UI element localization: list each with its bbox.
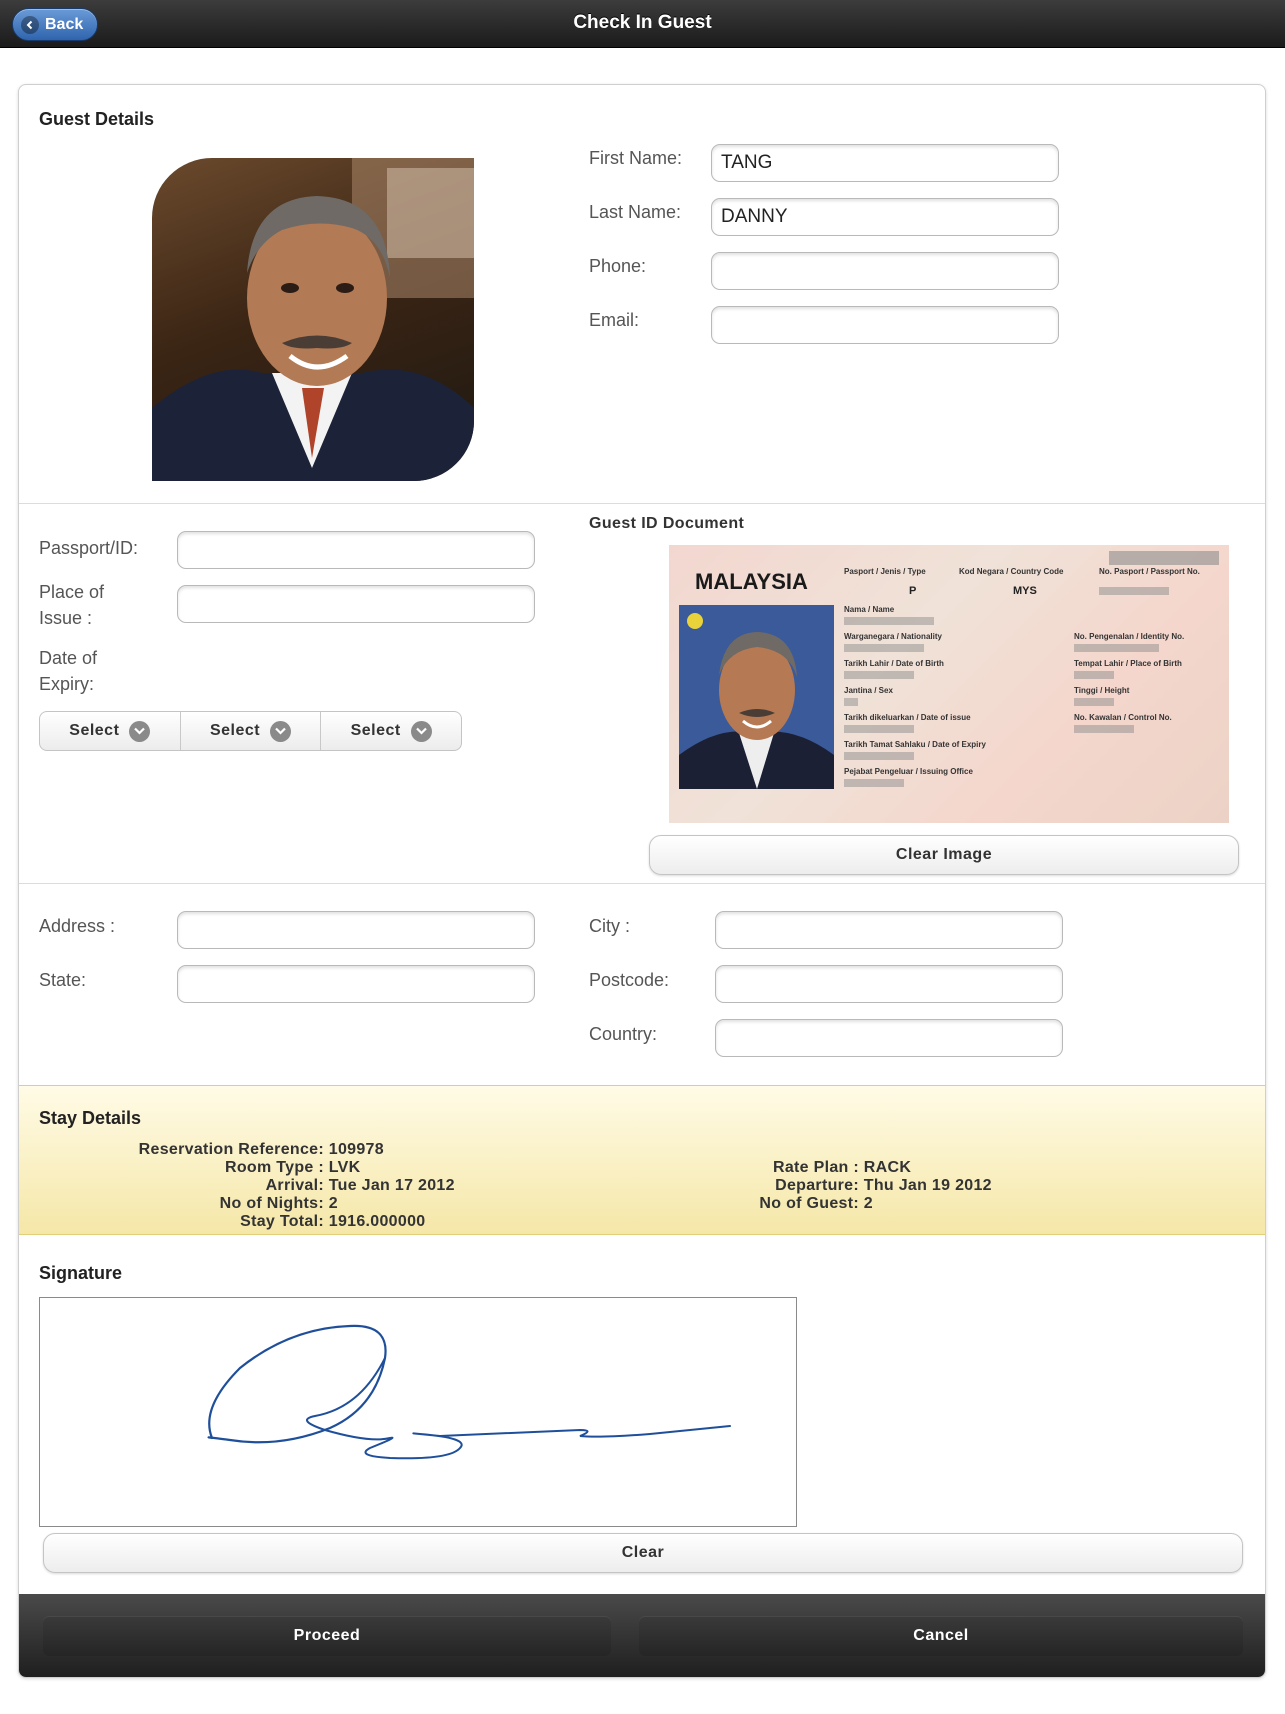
redacted-block	[1074, 671, 1114, 679]
divider	[19, 883, 1266, 884]
arrival-value: Tue Jan 17 2012	[328, 1177, 455, 1194]
arrival-label: Arrival:	[265, 1177, 324, 1194]
stay-details-title: Stay Details	[39, 1108, 142, 1128]
nights-value: 2	[328, 1195, 338, 1212]
back-label: Back	[45, 15, 84, 33]
date-of-expiry-label-line2: Expiry:	[39, 674, 95, 694]
date-of-expiry-label	[39, 645, 97, 697]
reservation-reference-label: Reservation Reference:	[138, 1141, 324, 1158]
passport-control-label: No. Kawalan / Control No.	[1074, 713, 1172, 722]
passport-issue-label: Tarikh dikeluarkan / Date of issue	[844, 713, 971, 722]
footer-bar	[19, 1594, 1266, 1678]
place-of-issue-field[interactable]	[177, 585, 535, 623]
divider	[19, 503, 1266, 504]
rate-plan-value: RACK	[863, 1159, 912, 1176]
phone-field[interactable]	[711, 252, 1059, 290]
reservation-reference-value: 109978	[328, 1141, 384, 1158]
postcode-field[interactable]	[715, 965, 1063, 1003]
stay-details-right	[739, 1159, 992, 1213]
passport-image	[669, 545, 1229, 823]
redacted-block	[1109, 551, 1219, 565]
passport-height-label: Tinggi / Height	[1074, 686, 1130, 695]
room-type-label: Room Type :	[224, 1159, 324, 1176]
top-bar	[0, 0, 1285, 48]
passport-type-value: P	[909, 585, 917, 597]
date-of-expiry-label-line1: Date of	[39, 648, 98, 668]
expiry-month-select-label: Select	[209, 722, 261, 739]
stay-total-label: Stay Total:	[240, 1213, 324, 1230]
country-label: Country:	[589, 1024, 658, 1044]
guest-id-document-title: Guest ID Document	[589, 515, 745, 532]
guest-details-title: Guest Details	[39, 109, 155, 129]
passport-type-label: Pasport / Jenis / Type	[844, 567, 926, 576]
passport-number-label: No. Pasport / Passport No.	[1099, 567, 1200, 576]
first-name-label: First Name:	[589, 148, 683, 168]
redacted-block	[1099, 587, 1169, 595]
departure-label: Departure:	[775, 1177, 859, 1194]
clear-image-button[interactable]: Clear Image	[649, 835, 1239, 875]
passport-code-value: MYS	[1013, 585, 1037, 597]
state-field[interactable]	[177, 965, 535, 1003]
last-name-label: Last Name:	[589, 202, 682, 222]
passport-dob-label: Tarikh Lahir / Date of Birth	[844, 659, 944, 668]
guests-label: No of Guest:	[759, 1195, 859, 1212]
nights-label: No of Nights:	[219, 1195, 324, 1212]
redacted-block	[844, 725, 914, 733]
redacted-block	[844, 752, 914, 760]
guests-value: 2	[863, 1195, 873, 1212]
passport-id-number-label: No. Pengenalan / Identity No.	[1074, 632, 1185, 641]
state-label: State:	[39, 970, 87, 990]
stay-details-panel	[19, 1085, 1266, 1235]
chevron-down-icon	[270, 721, 291, 742]
redacted-block	[844, 644, 924, 652]
passport-pob-label: Tempat Lahir / Place of Birth	[1074, 659, 1182, 668]
expiry-month-select[interactable]	[181, 712, 322, 750]
phone-label: Phone:	[589, 256, 647, 276]
redacted-block	[844, 617, 934, 625]
guest-photo	[152, 158, 474, 481]
redacted-block	[844, 698, 858, 706]
city-field[interactable]	[715, 911, 1063, 949]
place-of-issue-label-line1: Place of	[39, 582, 105, 602]
redacted-block	[844, 671, 914, 679]
departure-value: Thu Jan 19 2012	[863, 1177, 992, 1194]
last-name-field[interactable]: DANNY	[711, 198, 1059, 236]
signature-pad[interactable]	[39, 1297, 797, 1527]
passport-nationality-label: Warganegara / Nationality	[844, 632, 942, 641]
country-field[interactable]	[715, 1019, 1063, 1057]
clear-signature-button[interactable]: Clear	[43, 1533, 1243, 1573]
stay-total-value: 1916.000000	[328, 1213, 426, 1230]
passport-country-code-label: Kod Negara / Country Code	[959, 567, 1064, 576]
check-in-form	[18, 84, 1266, 1678]
passport-id-field[interactable]	[177, 531, 535, 569]
room-type-value: LVK	[328, 1159, 361, 1176]
passport-office-label: Pejabat Pengeluar / Issuing Office	[844, 767, 973, 776]
chevron-down-icon	[411, 721, 432, 742]
postcode-label: Postcode:	[589, 970, 670, 990]
stay-details-left	[99, 1141, 455, 1231]
expiry-date-selects	[39, 711, 462, 751]
passport-country: MALAYSIA	[695, 569, 808, 594]
passport-id-label: Passport/ID:	[39, 538, 139, 558]
passport-expiry-label: Tarikh Tamat Sahlaku / Date of Expiry	[844, 740, 986, 749]
redacted-block	[844, 779, 904, 787]
address-label: Address :	[39, 916, 116, 936]
email-field[interactable]	[711, 306, 1059, 344]
cancel-button[interactable]: Cancel	[639, 1616, 1243, 1656]
signature-title: Signature	[39, 1263, 123, 1283]
page-title: Check In Guest	[573, 12, 712, 33]
redacted-block	[1074, 725, 1134, 733]
chevron-down-icon	[129, 721, 150, 742]
city-label: City :	[589, 916, 631, 936]
place-of-issue-label-line2: Issue :	[39, 608, 93, 628]
expiry-year-select-label: Select	[350, 722, 401, 739]
redacted-block	[1074, 698, 1114, 706]
expiry-year-select[interactable]	[321, 712, 461, 750]
passport-name-label: Nama / Name	[844, 605, 895, 614]
first-name-field[interactable]: TANG	[711, 144, 1059, 182]
expiry-day-select-label: Select	[69, 722, 120, 739]
place-of-issue-label	[39, 579, 104, 631]
email-label: Email:	[589, 310, 640, 330]
redacted-block	[1074, 644, 1159, 652]
expiry-day-select[interactable]	[40, 712, 181, 750]
passport-sex-label: Jantina / Sex	[844, 686, 893, 695]
address-field[interactable]	[177, 911, 535, 949]
passport-photo	[679, 605, 834, 789]
proceed-button[interactable]: Proceed	[43, 1616, 611, 1656]
rate-plan-label: Rate Plan :	[773, 1159, 859, 1176]
